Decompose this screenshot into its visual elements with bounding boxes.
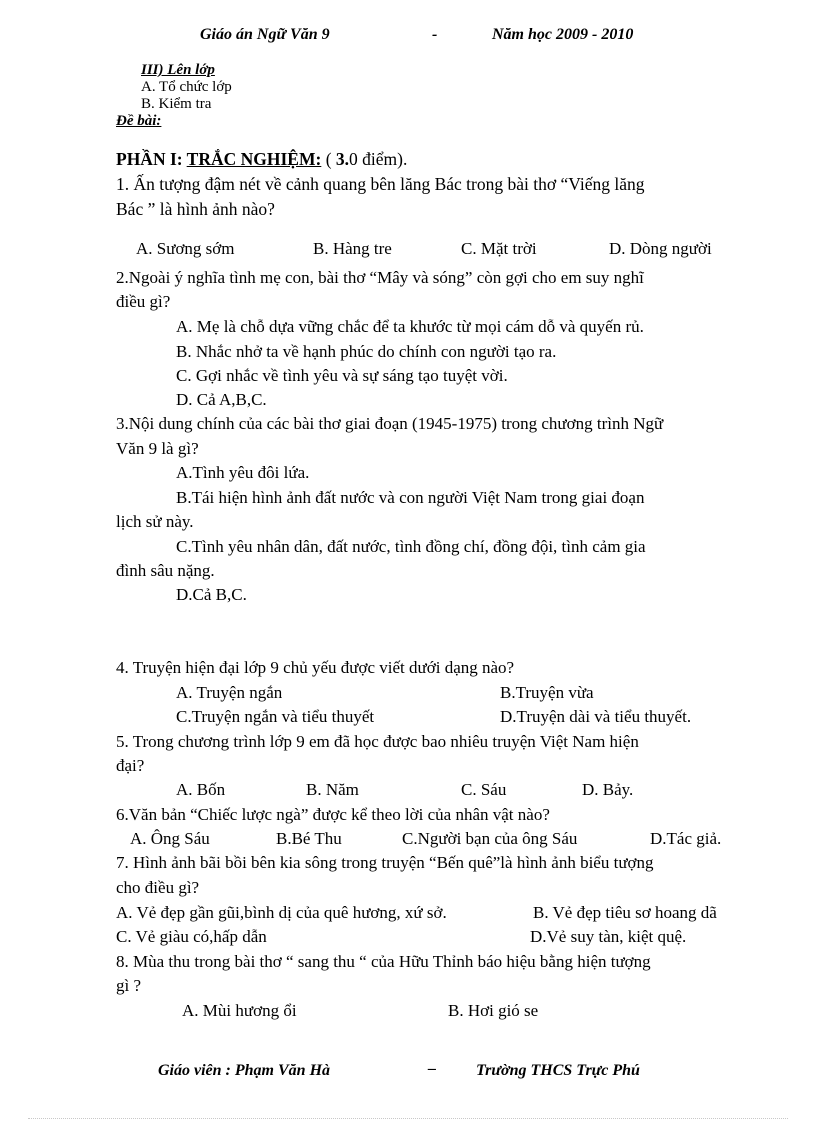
q1-option-b: B. Hàng tre [313,239,392,258]
footer-separator: – [428,1060,436,1077]
q3-option-c-line1: C.Tình yêu nhân dân, đất nước, tình đồng chí, đồng đội, tình cảm gia [176,537,646,556]
header-separator: - [432,26,438,43]
q2-option-a: A. Mẹ là chỗ dựa vững chắc để ta khước từ mọi cám dỗ và quyến rủ. [176,317,644,336]
q2-text-line2: điều gì? [116,292,171,311]
q4-option-b: B.Truyện vừa [500,683,594,702]
q5-option-d: D. Bảy. [582,780,634,799]
q6-option-a: A. Ông Sáu [130,829,210,848]
q4-option-a: A. Truyện ngắn [176,683,283,702]
q5-option-a: A. Bốn [176,780,226,799]
q3-option-b-line2: lịch sử này. [116,512,194,531]
section-heading: III) Lên lớp [141,62,215,78]
page-bottom-divider [28,1118,788,1119]
q3-text-line2: Văn 9 là gì? [116,439,199,458]
q2-option-b: B. Nhắc nhở ta về hạnh phúc do chính con người tạo ra. [176,342,557,361]
q1-text-line2: Bác ” là hình ảnh nào? [116,199,275,219]
header-subject: Giáo án Ngữ Văn 9 [200,26,330,43]
q4-option-d: D.Truyện dài và tiểu thuyết. [500,707,692,726]
q3-option-c-line2: đình sâu nặng. [116,561,215,580]
part1-paren: ( [321,149,336,169]
part1-title: TRẮC NGHIỆM: [186,149,322,169]
q7-text-line1: 7. Hình ảnh bãi bồi bên kia sông trong truyện “Bến quê”là hình ảnh biểu tượng [116,853,654,872]
q7-text-line2: cho điều gì? [116,878,200,897]
q4-option-c: C.Truyện ngắn và tiểu thuyết [176,707,375,726]
q3-option-d: D.Cả B,C. [176,585,247,604]
q6-option-b: B.Bé Thu [276,829,342,848]
q6-option-d: D.Tác giả. [650,829,722,848]
intro-item-b: B. Kiểm tra [141,96,212,112]
q5-option-c: C. Sáu [461,780,507,799]
q7-option-b: B. Vẻ đẹp tiêu sơ hoang dã [533,903,717,922]
q7-option-d: D.Vẻ suy tàn, kiệt quệ. [530,927,687,946]
part1-prefix: PHẦN I: [116,149,183,169]
q2-option-c: C. Gợi nhắc về tình yêu và sự sáng tạo tuyệt vời. [176,366,508,385]
q2-option-d: D. Cả A,B,C. [176,390,267,409]
footer-teacher: Giáo viên : Phạm Văn Hà [158,1062,331,1079]
q3-text-line1: 3.Nội dung chính của các bài thơ giai đoạn (1945-1975) trong chương trình Ngữ [116,414,664,433]
q7-option-a: A. Vẻ đẹp gần gũi,bình dị của quê hương, xứ sở. [116,903,447,922]
part1-score-rest: 0 điểm). [349,149,408,169]
q3-option-b-line1: B.Tái hiện hình ảnh đất nước và con người Việt Nam trong giai đoạn [176,488,645,507]
q1-option-d: D. Dòng người [609,239,712,258]
part1-heading [116,149,407,170]
footer-school: Trường THCS Trực Phú [476,1062,640,1079]
de-bai-label: Đề bài: [116,113,162,129]
q5-text-line1: 5. Trong chương trình lớp 9 em đã học được bao nhiêu truyện Việt Nam hiện [116,732,639,751]
intro-item-a: A. Tổ chức lớp [141,79,232,95]
q5-text-line2: đại? [116,756,145,775]
q8-option-a: A. Mùi hương ổi [182,1001,297,1020]
q2-text-line1: 2.Ngoài ý nghĩa tình mẹ con, bài thơ “Mây và sóng” còn gợi cho em suy nghĩ [116,268,644,287]
q3-option-a: A.Tình yêu đôi lứa. [176,463,310,482]
q6-option-c: C.Người bạn của ông Sáu [402,829,578,848]
part1-score: 3. [335,149,350,169]
q4-text-line1: 4. Truyện hiện đại lớp 9 chủ yếu được viết dưới dạng nào? [116,658,515,677]
q1-text-line1: 1. Ấn tượng đậm nét về cảnh quang bên lăng Bác trong bài thơ “Viếng lăng [116,174,645,194]
q8-text-line2: gì ? [116,976,142,995]
q8-text-line1: 8. Mùa thu trong bài thơ “ sang thu “ của Hữu Thỉnh báo hiệu bằng hiện tượng [116,952,651,971]
q1-option-c: C. Mặt trời [461,239,537,258]
q6-text-line1: 6.Văn bản “Chiếc lược ngà” được kể theo lời của nhân vật nào? [116,805,550,824]
q8-option-b: B. Hơi gió se [448,1001,539,1020]
q7-option-c: C. Vẻ giàu có,hấp dẫn [116,927,267,946]
q5-option-b: B. Năm [306,780,359,799]
q1-option-a: A. Sương sớm [136,239,235,258]
header-school-year: Năm học 2009 - 2010 [492,26,634,43]
